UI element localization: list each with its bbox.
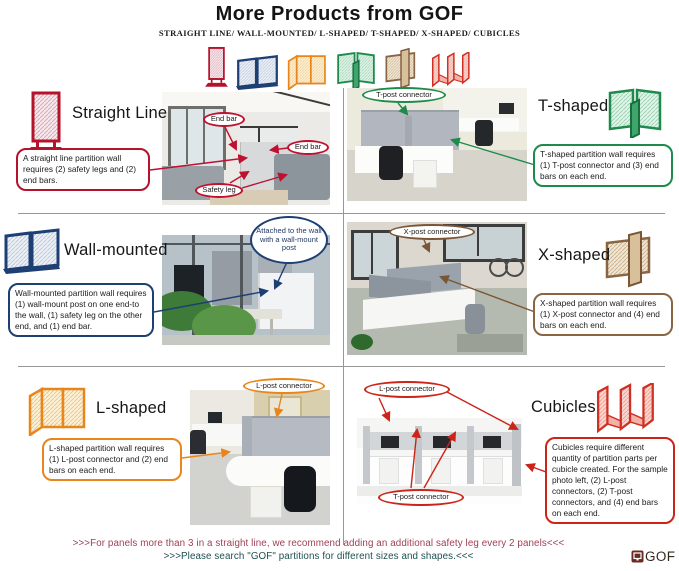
l-shaped-icon: [26, 386, 90, 436]
horizontal-divider-2: [18, 366, 665, 367]
mini-straight-line-icon: [204, 46, 229, 90]
wall-mounted-description: Wall-mounted partition wall requires (1) wall-mount post on one end-to the wall, (1) safety leg on the other end, and (1) end bar.: [8, 283, 154, 337]
cubicles-t-post-callout: T-post connector: [378, 489, 464, 506]
photo-desk-1: [370, 450, 415, 457]
photo-desk-3: [474, 450, 513, 457]
gof-logo-icon: [631, 550, 644, 563]
photo-drawer-2: [431, 458, 451, 484]
photo-monitor-3: [483, 436, 501, 448]
photo-far-monitor: [499, 103, 514, 114]
photo-monitor-1: [381, 436, 399, 448]
photo-bench: [457, 334, 523, 352]
vertical-divider: [343, 88, 344, 545]
straight-line-description: A straight line partition wall requires (2) safety legs and (2) end bars.: [16, 148, 150, 191]
t-shaped-description: T-shaped partition wall requires (1) T-post connector and (3) end bars on each end.: [533, 144, 673, 187]
t-shaped-icon: [607, 86, 663, 138]
photo-window-mullion-2: [477, 224, 479, 256]
footer-note-search: >>>Please search "GOF" partitions for different sizes and shapes.<<<: [163, 551, 474, 562]
mini-l-shaped-icon: [286, 54, 329, 90]
straight-line-label: Straight Line: [72, 104, 168, 122]
photo-cabinet: [250, 486, 282, 518]
photo-panel-1: [363, 426, 370, 484]
photo-chair: [284, 466, 316, 512]
mini-icons-row: [0, 40, 679, 90]
mini-cubicles-icon: [430, 52, 475, 90]
photo-partition-run: [242, 416, 330, 458]
t-shaped-photo: [347, 88, 527, 201]
photo-plant: [351, 334, 373, 350]
page-subtitle: STRAIGHT LINE/ WALL-MOUNTED/ L-SHAPED/ T-SHAPED/ X-SHAPED/ CUBICLES: [158, 28, 521, 38]
photo-desk: [355, 146, 453, 173]
photo-drawer-1: [379, 458, 399, 484]
x-shaped-description: X-shaped partition wall requires (1) X-post connector and (4) end bars on each end.: [533, 293, 673, 336]
x-shaped-label: X-shaped: [538, 246, 611, 264]
wall-mounted-icon: [3, 227, 61, 274]
photo-clerestory-mullion: [258, 126, 260, 142]
cubicles-l-post-callout: L-post connector: [364, 381, 450, 398]
cubicles-description: Cubicles require different quantity of partition parts per cubicle created. For the sample photo left, (2) L-post connectors, (2) T-post connectors, and (4) end bars on each end.: [545, 437, 675, 524]
footer-note-safety-leg: >>>For panels more than 3 in a straight line, we recommend adding an additional safety leg every 2 panels<<<: [72, 538, 565, 549]
gof-logo: [631, 549, 675, 564]
safety-leg-callout: Safety leg: [195, 183, 243, 198]
photo-chair-right: [475, 120, 493, 146]
wall-mounted-label: Wall-mounted: [64, 241, 168, 259]
photo-back-monitor: [208, 412, 222, 423]
mini-wall-mounted-icon: [236, 54, 279, 90]
photo-drawer-3: [483, 458, 503, 484]
mini-x-shaped-icon: [383, 48, 423, 90]
x-post-connector-callout: X-post connector: [389, 224, 475, 240]
cubicles-label: Cubicles: [531, 398, 596, 416]
photo-white-partition: [258, 273, 314, 329]
photo-bike-wheel-2: [505, 258, 524, 277]
photo-panel-2: [415, 426, 422, 484]
end-bar-callout-right: End bar: [287, 140, 329, 155]
photo-panel-3: [467, 426, 474, 484]
photo-desk-2: [422, 450, 467, 457]
l-post-connector-callout: L-post connector: [243, 378, 325, 394]
gof-logo-text: GOF: [645, 549, 676, 564]
t-post-connector-callout: T-post connector: [362, 87, 446, 103]
photo-chair-left: [379, 146, 403, 180]
l-shaped-photo: [190, 390, 330, 525]
photo-drawer: [413, 160, 437, 188]
photo-chair: [465, 304, 485, 334]
photo-window-mullion: [186, 106, 188, 164]
l-shaped-description: L-shaped partition wall requires (1) L-post connector and (2) end bars on each end.: [42, 438, 182, 481]
l-shaped-label: L-shaped: [96, 399, 167, 417]
cubicles-icon: [594, 383, 662, 437]
horizontal-divider-1: [18, 213, 665, 214]
photo-window-mullion-2: [203, 106, 205, 164]
wall-mount-callout: Attached to the wall with a wall-mount post: [250, 216, 328, 264]
mini-t-shaped-icon: [336, 50, 376, 90]
photo-building: [212, 251, 252, 305]
photo-monitor-2: [433, 436, 451, 448]
x-shaped-icon: [602, 231, 662, 289]
photo-floor: [162, 335, 330, 345]
x-shaped-photo: [347, 222, 527, 355]
t-shaped-label: T-shaped: [538, 97, 609, 115]
photo-end-panel: [512, 424, 521, 486]
end-bar-callout-top: End bar: [203, 112, 245, 127]
page-title: More Products from GOF: [215, 3, 464, 25]
photo-window-mullion: [371, 230, 373, 274]
